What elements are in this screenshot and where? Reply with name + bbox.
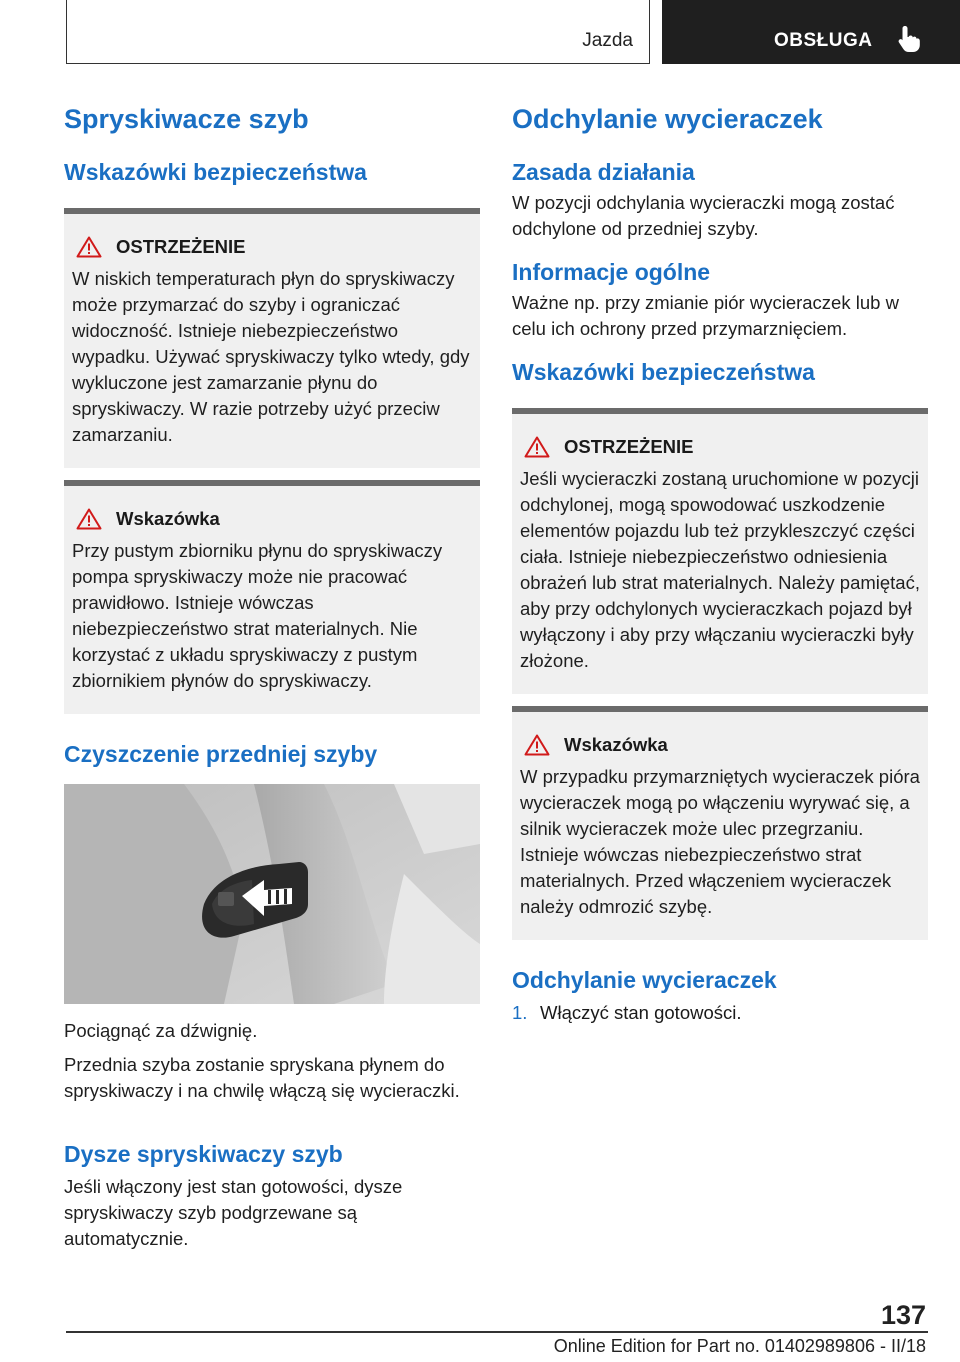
heading-principle: Zasada działania [512,159,695,185]
heading-fold-wipers: Odchylanie wycieraczek [512,967,777,993]
warning-box-title [72,234,472,260]
warning-box-left [64,208,480,468]
warning-box-right [512,408,928,694]
footer-divider [66,1331,928,1333]
clean-instruction-1: Pociągnąć za dźwignię. [64,1020,258,1041]
warning-box-title-text: OSTRZEŻENIE [116,236,246,257]
note-box-right [512,706,928,940]
note-box-text: Przy pustym zbiorniku płynu do spryskiwaczy pompa spryskiwaczy może nie pracować prawidłowo. Istnieje wówczas niebezpieczeństwo strat materialnych. Nie korzystać z układu spryskiwaczy z pustym zbiornikiem płynów do spryskiwaczy. [72,540,443,691]
warning-box-right-title-text: OSTRZEŻENIE [564,436,694,457]
page-number: 137 [880,1300,926,1330]
note-box-right-title [520,732,920,758]
title-wiper-fold: Odchylanie wycieraczek [512,104,823,134]
header-chapter-label: OBSŁUGA [774,30,873,51]
nozzles-text: Jeśli włączony jest stan gotowości, dysze spryskiwaczy szyb podgrzewane są automatycznie. [64,1176,403,1249]
heading-general-info: Informacje ogólne [512,259,711,285]
header-section-box [66,0,650,64]
left-column [64,100,480,1252]
warning-box-right-text: Jeśli wycieraczki zostaną uruchomione w pozycji odchylonej, mogą spowodować uszkodzenie elementów pojazdu lub też przykleszczyć części ciała. Istnieje niebezpieczeństwo odniesienia obrażeń lub strat materialnych. Należy pamiętać, aby przy odchylonych wycieraczkach pojazd był wyłączony i aby przy włączaniu wycieraczki były złożone. [520,468,920,671]
heading-clean-windshield: Czyszczenie przedniej szyby [64,741,378,767]
fold-steps-list [512,1000,928,1026]
warning-triangle-icon [524,436,550,458]
list-item [512,1000,928,1026]
step-text: Włączyć stan gotowości. [540,1002,742,1023]
warning-triangle-icon [76,236,102,258]
note-box-right-text: W przypadku przymarzniętych wycieraczek pióra wycieraczek mogą po włączeniu wyrywać się, a silnik wycieraczek może ulec przegrzaniu. Istnieje wówczas niebezpieczeństwo strat materialnych. Przed włączeniem wycieraczek należy odmrozić szybę. [520,766,920,917]
header-chapter-tab [662,0,960,64]
heading-safety-right: Wskazówki bezpieczeństwa [512,359,815,385]
caution-triangle-icon [76,508,102,530]
footer-edition: Online Edition for Part no. 01402989806 - II/18 [553,1336,926,1356]
note-box-title-text: Wskazówka [116,508,220,529]
wiper-lever-photo [64,784,480,1004]
step-number: 1. [512,1002,528,1023]
note-box-left [64,480,480,714]
heading-safety-left: Wskazówki bezpieczeństwa [64,159,367,185]
note-box-right-title-text: Wskazówka [564,734,668,755]
general-info-text: Ważne np. przy zmianie piór wycieraczek lub w celu ich ochrony przed przymarznięciem. [512,292,899,339]
title-washers: Spryskiwacze szyb [64,104,309,134]
note-box-title [72,506,472,532]
clean-instruction-2: Przednia szyba zostanie spryskana płynem do spryskiwaczy i na chwilę włączą się wycieraczki. [64,1054,460,1101]
warning-box-right-title [520,434,920,460]
warning-box-text: W niskich temperaturach płyn do spryskiwaczy może przymarzać do szyby i ograniczać widoczność. Istnieje niebezpieczeństwo wypadku. Używać spryskiwaczy tylko wtedy, gdy wykluczone jest zamarzanie płynu do spryskiwaczy. W razie potrzeby użyć przeciw zamarzaniu. [72,268,470,445]
right-column [512,100,928,1026]
principle-text: W pozycji odchylania wycieraczki mogą zostać odchylone od przedniej szyby. [512,192,895,239]
caution-triangle-icon [524,734,550,756]
header-section-label: Jazda [582,30,633,51]
pointing-hand-icon [896,24,922,54]
wiper-lever-illustration [64,784,480,1004]
heading-nozzles: Dysze spryskiwaczy szyb [64,1141,343,1167]
